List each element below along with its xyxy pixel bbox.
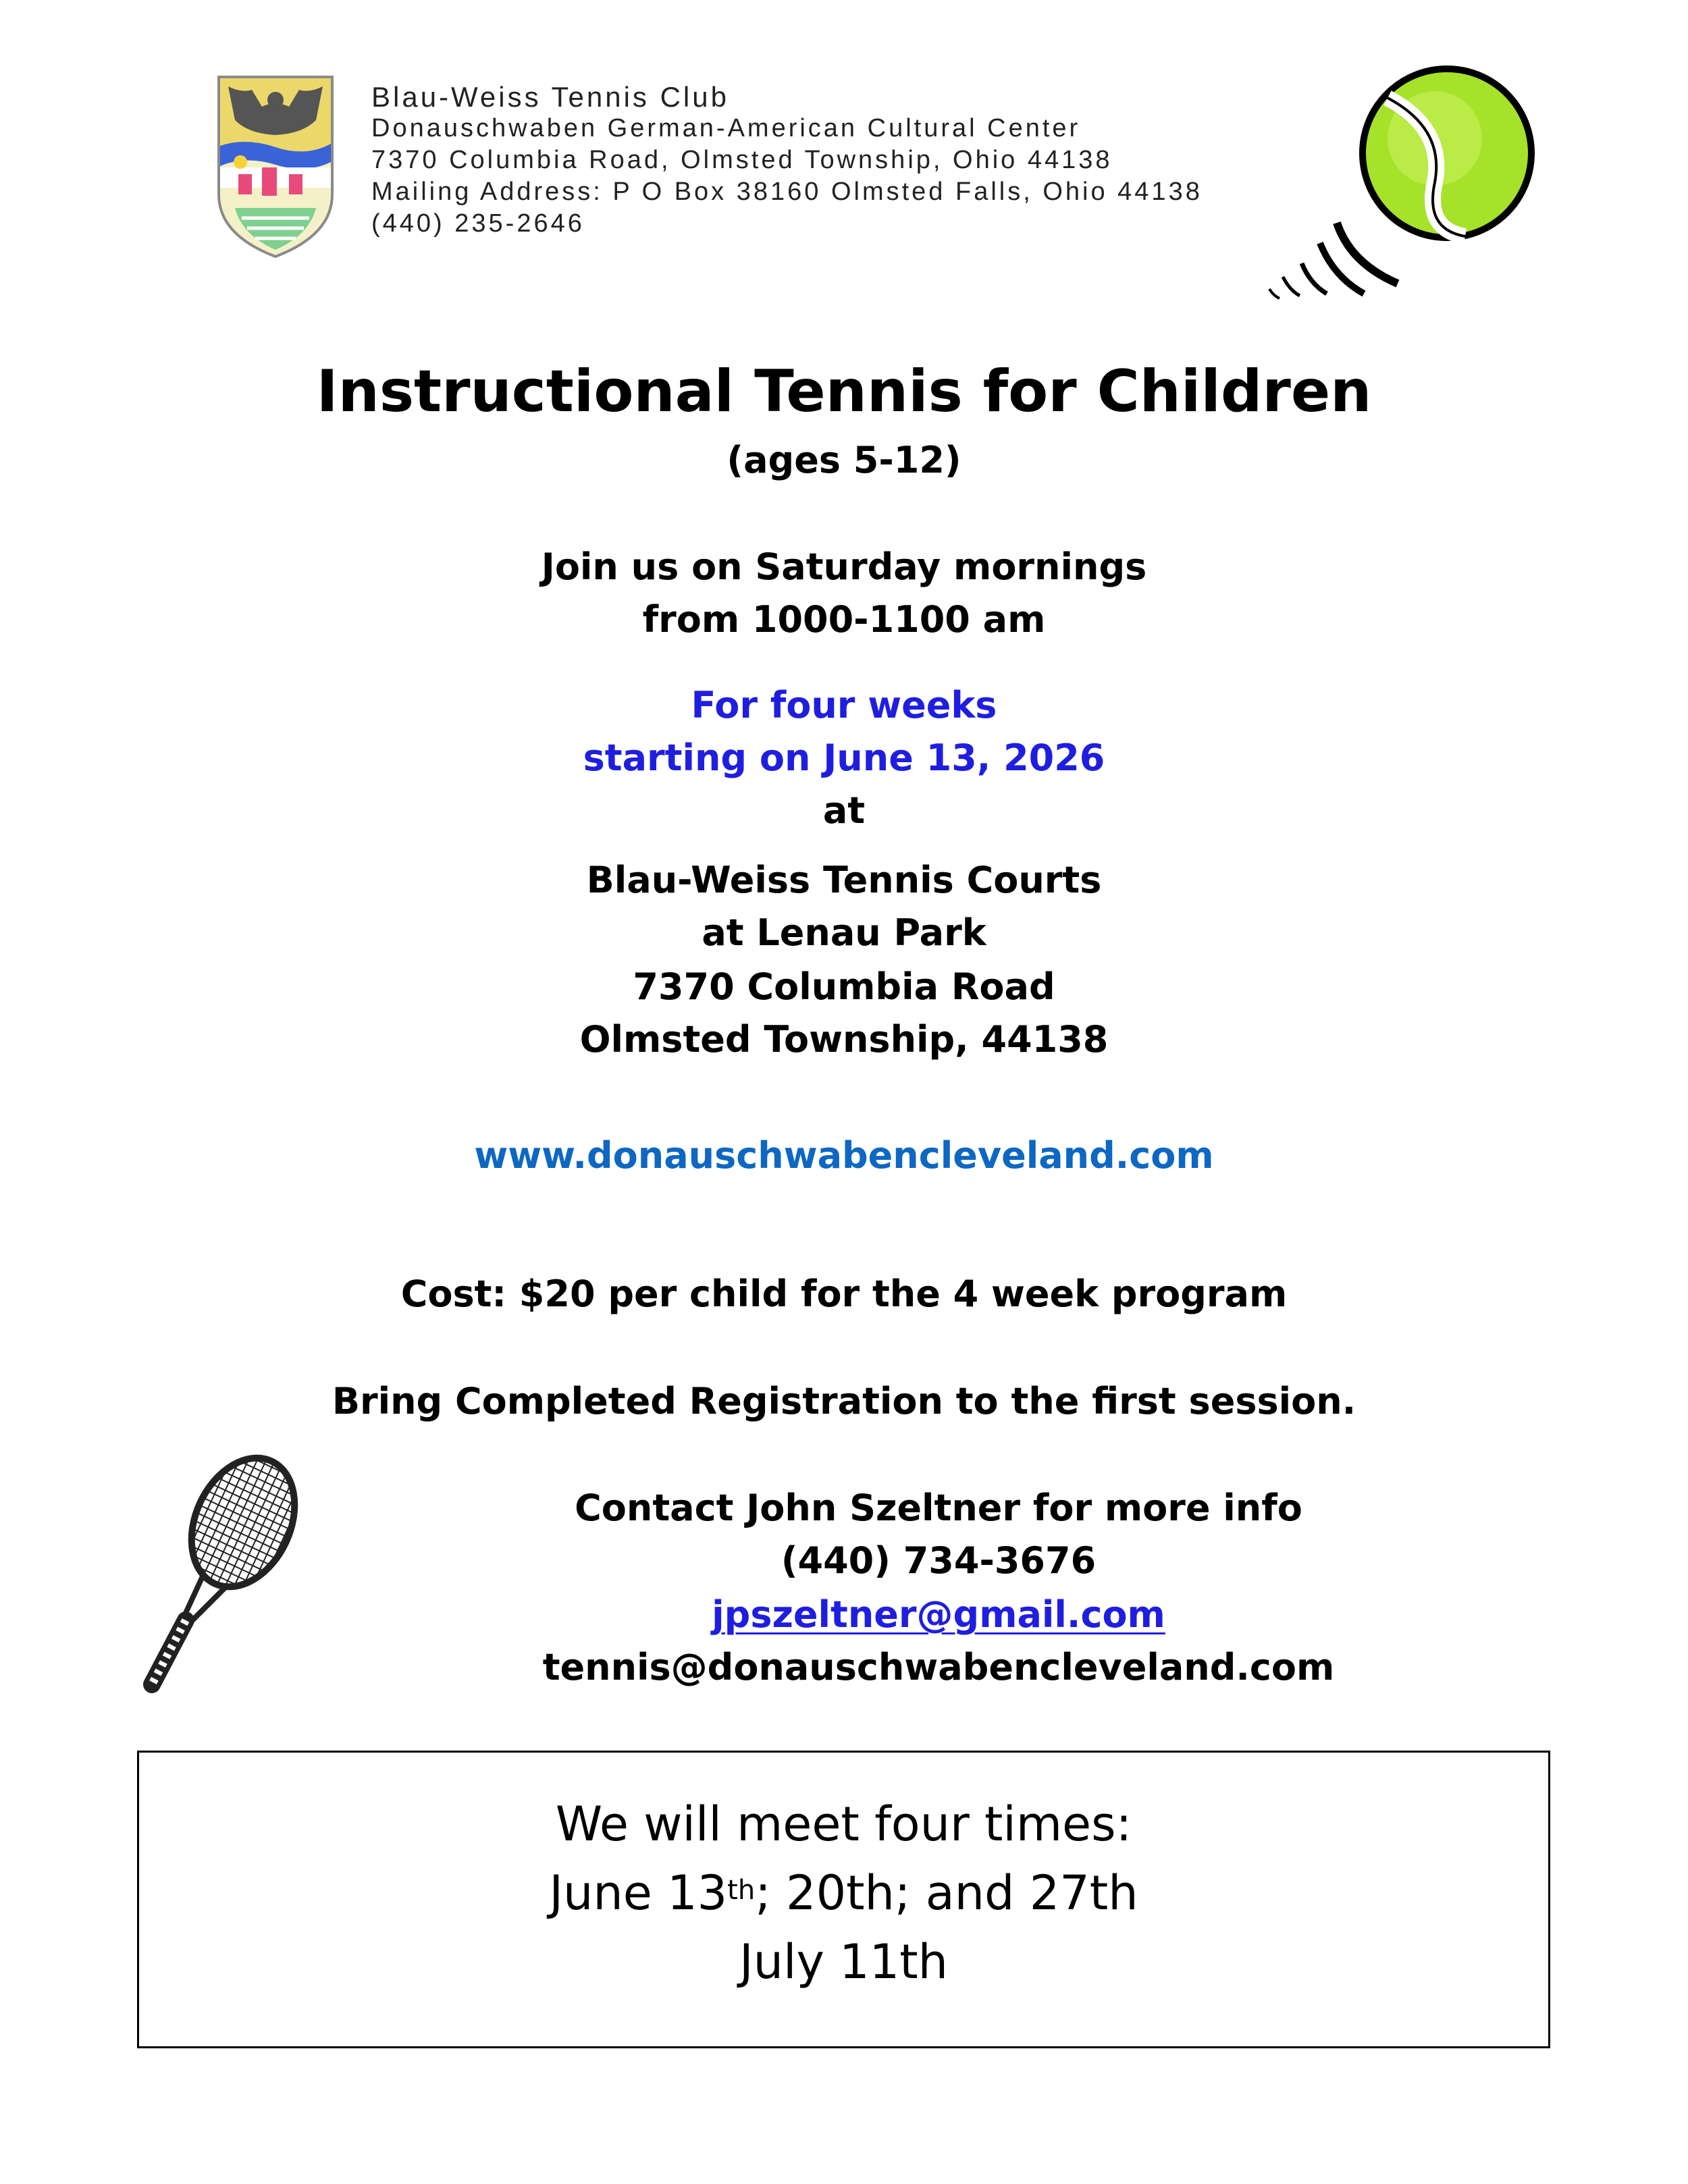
location-line-1: Blau-Weiss Tennis Courts xyxy=(586,859,1102,901)
contact-email-link[interactable]: jpszeltner@gmail.com xyxy=(712,1593,1165,1636)
june-other-dates: ; 20th; and 27th xyxy=(755,1865,1138,1921)
location-line-4: Olmsted Township, 44138 xyxy=(579,1018,1109,1061)
at-label: at xyxy=(822,789,866,832)
cost-text: Cost: $20 per child for the 4 week program xyxy=(400,1273,1288,1315)
club-header xyxy=(371,81,1317,240)
july-date: July 11th xyxy=(739,1934,949,1990)
center-name: Donauschwaben German-American Cultural Center xyxy=(371,114,1081,142)
location-line-2: at Lenau Park xyxy=(702,911,986,954)
club-crest-logo xyxy=(215,73,336,262)
duration-line-1: For four weeks xyxy=(691,684,997,726)
contact-phone: (440) 734-3676 xyxy=(781,1539,1097,1582)
club-name: Blau-Weiss Tennis Club xyxy=(371,81,729,113)
location-line-3: 7370 Columbia Road xyxy=(633,965,1055,1008)
schedule-line-2: from 1000-1100 am xyxy=(642,598,1046,641)
contact-email-2: tennis@donauschwabencleveland.com xyxy=(542,1646,1335,1688)
meetings-heading: We will meet four times: xyxy=(555,1796,1132,1852)
schedule-line-1: Join us on Saturday mornings xyxy=(541,545,1147,588)
june-first-suffix: th xyxy=(727,1875,756,1906)
start-date: starting on June 13, 2026 xyxy=(583,737,1105,779)
mailing-address: Mailing Address: P O Box 38160 Olmsted Falls, Ohio 44138 xyxy=(371,178,1203,206)
june-first-date: June 13 xyxy=(549,1865,728,1921)
june-dates xyxy=(139,1859,1548,1927)
tennis-ball-icon xyxy=(1242,61,1546,304)
age-range: (ages 5-12) xyxy=(727,439,961,481)
page-title: Instructional Tennis for Children xyxy=(316,358,1372,425)
street-address: 7370 Columbia Road, Olmsted Township, Ohio 44138 xyxy=(371,146,1113,174)
contact-email-link-row xyxy=(0,1593,1688,1636)
website-link[interactable]: www.donauschwabencleveland.com xyxy=(474,1134,1214,1177)
meeting-dates-box xyxy=(137,1751,1550,2048)
club-phone: (440) 235-2646 xyxy=(371,209,585,238)
contact-line: Contact John Szeltner for more info xyxy=(575,1487,1302,1529)
registration-note: Bring Completed Registration to the first session. xyxy=(332,1380,1356,1422)
